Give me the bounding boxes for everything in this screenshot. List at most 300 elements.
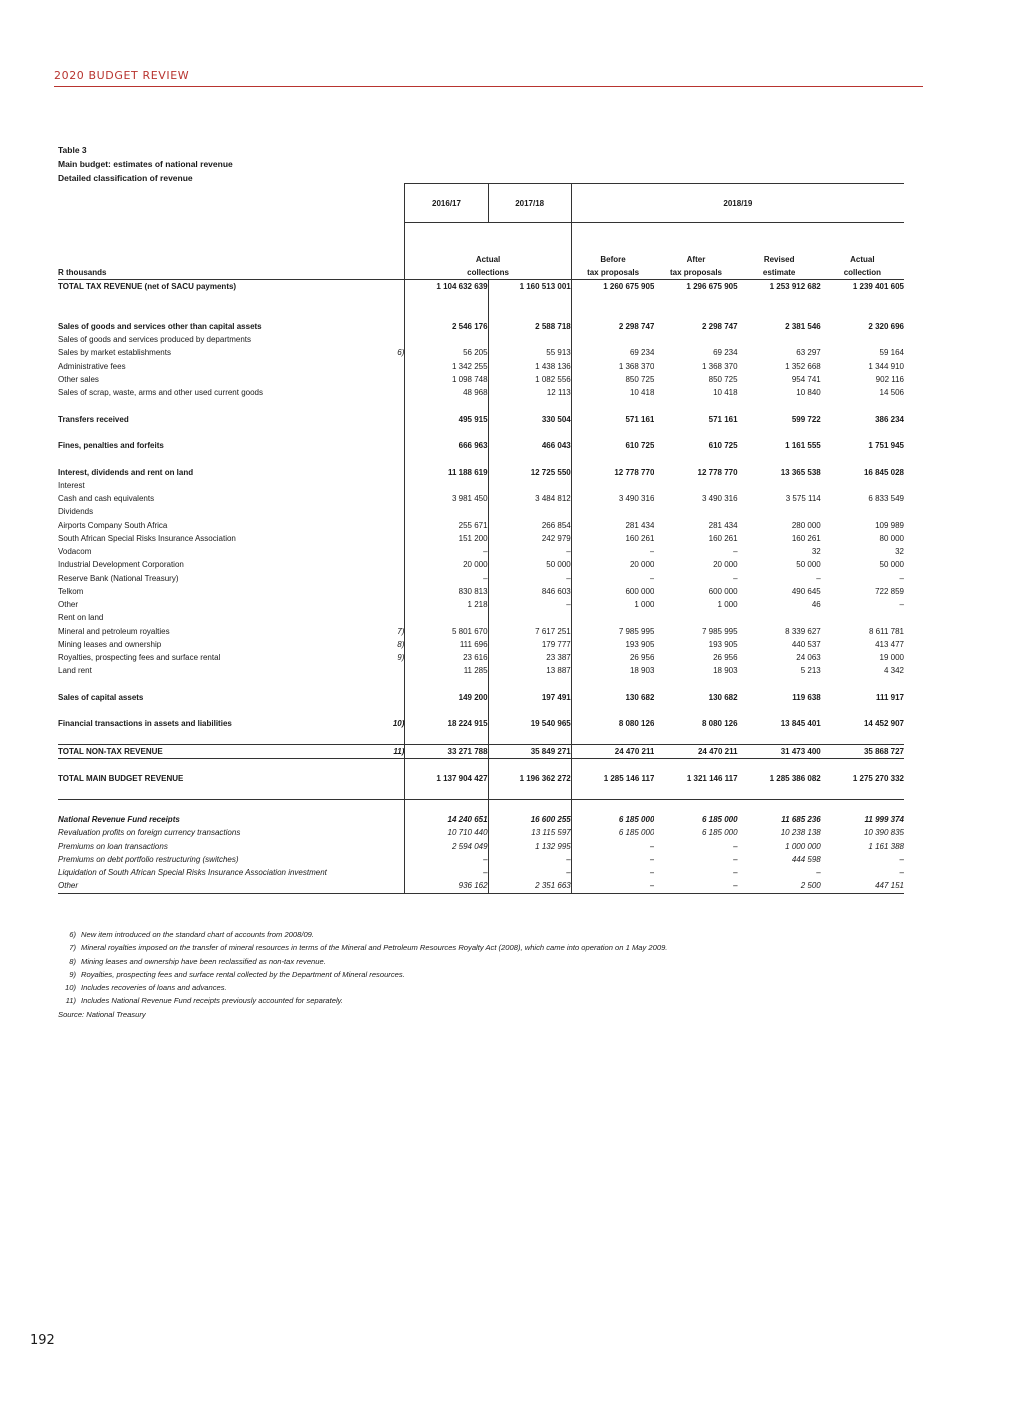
footnote-number: 10) (65, 983, 76, 992)
value-cell: 386 234 (875, 414, 904, 424)
year-header-row (58, 184, 904, 223)
value-cell: 2 500 (738, 879, 821, 893)
table-body (58, 280, 904, 894)
footnote-number: 9) (69, 969, 76, 979)
value-cell: 1 161 555 (785, 441, 821, 451)
value-cell: 19 000 (879, 653, 904, 663)
value-cell: 80 000 (879, 533, 904, 543)
value-cell: 69 234 (713, 348, 738, 358)
row-note (374, 585, 404, 598)
table-row (58, 572, 904, 585)
value-cell: 14 506 (879, 388, 904, 398)
value-cell: – (899, 868, 904, 878)
revenue-table (58, 183, 904, 894)
footnote-number: 8) (69, 956, 76, 966)
footnote-number: 11) (65, 996, 76, 1006)
value-cell: 23 387 (488, 651, 571, 664)
value-cell (738, 505, 821, 518)
spacer-cell (738, 759, 821, 773)
value-cell: 1 275 270 332 (852, 774, 904, 784)
value-cell: 1 751 945 (868, 441, 904, 451)
table-row (58, 479, 904, 492)
column-header-line: collection (843, 268, 882, 277)
value-cell: 130 682 (571, 691, 654, 704)
spacer-row (58, 731, 904, 745)
row-label: Interest (58, 480, 85, 490)
value-cell: – (733, 573, 738, 583)
row-note: 11) (374, 744, 404, 758)
value-cell: 936 162 (405, 879, 488, 893)
spacer-cell (58, 293, 374, 306)
value-cell: 20 000 (405, 558, 488, 571)
spacer-cell (58, 307, 374, 320)
table-row (58, 826, 904, 839)
footnote (58, 968, 667, 981)
spacer-cell (571, 799, 654, 813)
page-header (54, 69, 923, 87)
column-header (738, 223, 821, 280)
value-cell (571, 505, 654, 518)
value-cell: 1 296 675 905 (654, 280, 737, 294)
spacer-row (58, 759, 904, 773)
value-cell: 466 043 (488, 439, 571, 452)
row-note (374, 492, 404, 505)
row-label: Telkom (58, 586, 84, 596)
spacer-cell (738, 799, 821, 813)
value-cell: 1 082 556 (488, 373, 571, 386)
value-cell (738, 611, 821, 624)
spacer-cell (488, 704, 571, 717)
row-label: Sales of goods and services produced by departments (58, 335, 252, 345)
spacer-cell (821, 786, 904, 800)
spacer-cell (571, 704, 654, 717)
value-cell: 50 000 (488, 558, 571, 571)
column-header (405, 223, 571, 280)
table-row (58, 558, 904, 571)
value-cell: 19 540 965 (488, 717, 571, 730)
value-cell: 48 968 (405, 386, 488, 399)
row-note: 7) (397, 626, 405, 636)
value-cell: 7 985 995 (571, 625, 654, 638)
spacer-cell (405, 759, 488, 773)
value-cell: 1 239 401 605 (821, 280, 904, 294)
value-cell: – (816, 573, 821, 583)
row-note (374, 853, 404, 866)
table-row (58, 664, 904, 677)
value-cell: 11 188 619 (405, 466, 488, 479)
row-note (374, 360, 404, 373)
spacer-cell (571, 731, 654, 745)
value-cell: 7 985 995 (701, 626, 738, 636)
spacer-cell (488, 786, 571, 800)
footnote-text: Royalties, prospecting fees and surface rental collected by the Department of Mineral resources. (81, 969, 405, 979)
row-note (374, 320, 404, 333)
column-header-line: Revised (763, 255, 795, 264)
value-cell: 69 234 (571, 346, 654, 359)
value-cell: 610 725 (708, 441, 738, 451)
value-cell: 24 063 (796, 653, 821, 663)
table-number: Table 3 (58, 145, 87, 155)
value-cell: 12 778 770 (697, 467, 738, 477)
row-label: Liquidation of South African Special Risks Insurance Association investment (58, 868, 327, 878)
row-label: Interest, dividends and rent on land (58, 467, 194, 477)
value-cell: 1 000 (571, 598, 654, 611)
value-cell (571, 479, 654, 492)
value-cell: 31 473 400 (738, 744, 821, 758)
value-cell: – (571, 853, 654, 866)
value-cell: 2 298 747 (701, 321, 738, 331)
value-cell (738, 333, 821, 346)
row-label: Sales of scrap, waste, arms and other used current goods (58, 388, 263, 398)
value-cell: – (405, 866, 488, 879)
value-cell (488, 505, 571, 518)
row-note (374, 866, 404, 879)
spacer-cell (821, 704, 904, 717)
table-row (58, 879, 904, 893)
value-cell: 10 418 (713, 388, 738, 398)
value-cell: – (405, 545, 488, 558)
value-cell: 610 725 (571, 439, 654, 452)
value-cell: 281 434 (708, 520, 738, 530)
value-cell (488, 479, 571, 492)
value-cell: 330 504 (488, 413, 571, 426)
table-row (58, 744, 904, 758)
table-row (58, 691, 904, 704)
spacer-cell (58, 731, 374, 745)
value-cell: – (733, 841, 738, 851)
value-cell: 1 260 675 905 (571, 280, 654, 294)
value-cell: 13 887 (488, 664, 571, 677)
spacer-cell (738, 426, 821, 439)
value-cell: 1 253 912 682 (738, 280, 821, 294)
row-label: Dividends (58, 507, 94, 517)
spacer-row (58, 307, 904, 320)
value-cell: 8 080 126 (571, 717, 654, 730)
row-note (374, 558, 404, 571)
row-note: 6) (397, 348, 405, 358)
row-note (374, 545, 404, 558)
value-cell: 13 365 538 (780, 467, 821, 477)
row-label: Cash and cash equivalents (58, 494, 155, 504)
value-cell: – (571, 572, 654, 585)
year-header: 2016/17 (405, 184, 488, 223)
value-cell: 902 116 (875, 374, 904, 384)
table-row (58, 866, 904, 879)
spacer-cell (571, 759, 654, 773)
spacer-cell (654, 786, 737, 800)
table-row (58, 638, 904, 651)
value-cell (405, 333, 488, 346)
value-cell: – (654, 879, 737, 893)
spacer-cell (58, 399, 374, 412)
spacer-cell (488, 307, 571, 320)
value-cell: 6 185 000 (571, 826, 654, 839)
row-label: Other sales (58, 374, 99, 384)
value-cell: 160 261 (791, 533, 821, 543)
row-label: Premiums on loan transactions (58, 841, 168, 851)
value-cell: 11 685 236 (781, 815, 821, 825)
spacer-cell (654, 399, 737, 412)
row-label: Revaluation profits on foreign currency transactions (58, 828, 241, 838)
value-cell: – (488, 598, 571, 611)
spacer-cell (654, 452, 737, 465)
row-note (374, 466, 404, 479)
value-cell: 59 164 (879, 348, 904, 358)
footnote-text: Includes recoveries of loans and advances. (81, 983, 227, 992)
value-cell: 160 261 (571, 532, 654, 545)
row-label: Land rent (58, 666, 92, 676)
value-cell: 130 682 (708, 692, 738, 702)
value-cell: 11 285 (405, 664, 488, 677)
value-cell: – (571, 840, 654, 853)
table-row (58, 439, 904, 452)
table-row (58, 320, 904, 333)
value-cell: 850 725 (708, 374, 738, 384)
value-cell (405, 611, 488, 624)
value-cell (405, 505, 488, 518)
table-row (58, 413, 904, 426)
table-row (58, 651, 904, 664)
value-cell: 46 (811, 600, 821, 610)
table-row (58, 717, 904, 730)
row-note (374, 691, 404, 704)
footnote-text: Mineral royalties imposed on the transfer of mineral resources in terms of the Mineral and Petroleum Resources Royalty Act (2008), which came into operation on 1 May 2009. (81, 943, 668, 953)
value-cell: 280 000 (791, 520, 821, 530)
header-blank (374, 184, 404, 223)
value-cell: 32 (895, 547, 904, 557)
footnote-number: 6) (69, 930, 76, 939)
value-cell (654, 505, 737, 518)
value-cell (571, 333, 654, 346)
spacer-cell (488, 731, 571, 745)
table-row (58, 505, 904, 518)
column-header-line: collections (467, 268, 509, 277)
spacer-cell (405, 452, 488, 465)
column-header (821, 223, 904, 280)
year-header: 2018/19 (571, 184, 904, 223)
spacer-cell (374, 293, 404, 306)
value-cell (571, 611, 654, 624)
source-note: Source: National Treasury (58, 1009, 146, 1019)
value-cell: 850 725 (571, 373, 654, 386)
value-cell: 255 671 (405, 519, 488, 532)
value-cell: 10 390 835 (863, 828, 904, 838)
value-cell: 6 185 000 (571, 813, 654, 826)
spacer-cell (821, 426, 904, 439)
value-cell: 2 381 546 (785, 321, 821, 331)
value-cell: – (899, 854, 904, 864)
table-subtitle: Detailed classification of revenue (58, 173, 193, 183)
value-cell: 26 956 (571, 651, 654, 664)
value-cell: 179 777 (488, 638, 571, 651)
footnote (58, 981, 667, 994)
value-cell: 151 200 (405, 532, 488, 545)
value-cell: 24 470 211 (571, 744, 654, 758)
value-cell: 18 224 915 (405, 717, 488, 730)
value-cell: 1 000 (717, 600, 738, 610)
value-cell: 495 915 (405, 413, 488, 426)
value-cell: 10 710 440 (405, 826, 488, 839)
value-cell: 35 868 727 (821, 744, 904, 758)
value-cell (488, 333, 571, 346)
table-row (58, 466, 904, 479)
value-cell: 119 638 (792, 692, 821, 702)
value-cell: – (488, 866, 571, 879)
spacer-cell (654, 731, 737, 745)
value-cell: 3 484 812 (488, 492, 571, 505)
row-note (374, 611, 404, 624)
value-cell: – (899, 573, 904, 583)
value-cell: 1 285 386 082 (769, 774, 821, 784)
value-cell: 111 696 (405, 638, 488, 651)
page-number: 192 (30, 1333, 55, 1348)
footnote-number: 7) (69, 943, 76, 953)
value-cell: 1 161 388 (868, 841, 904, 851)
row-note: 9) (397, 653, 405, 663)
value-cell: 1 352 668 (785, 361, 821, 371)
value-cell: 16 845 028 (863, 467, 904, 477)
value-cell: 571 161 (571, 413, 654, 426)
spacer-row (58, 426, 904, 439)
column-header-line: After (686, 255, 706, 264)
spacer-cell (821, 759, 904, 773)
spacer-cell (405, 786, 488, 800)
row-label: National Revenue Fund receipts (58, 815, 180, 825)
footnote-text: Includes National Revenue Fund receipts previously accounted for separately. (81, 996, 343, 1006)
row-label: Transfers received (58, 414, 129, 424)
spacer-row (58, 293, 904, 306)
value-cell: 16 600 255 (488, 813, 571, 826)
table-row (58, 386, 904, 399)
table-row (58, 545, 904, 558)
spacer-cell (738, 678, 821, 691)
row-note (374, 664, 404, 677)
spacer-cell (488, 452, 571, 465)
row-note (374, 840, 404, 853)
spacer-cell (405, 426, 488, 439)
row-label: Sales of goods and services other than capital assets (58, 321, 262, 331)
table-row (58, 532, 904, 545)
value-cell: 666 963 (405, 439, 488, 452)
spacer-cell (405, 399, 488, 412)
spacer-cell (58, 452, 374, 465)
value-cell: 20 000 (713, 560, 738, 570)
table-row (58, 853, 904, 866)
value-cell: – (733, 854, 738, 864)
spacer-cell (571, 452, 654, 465)
spacer-cell (738, 704, 821, 717)
value-cell: 2 546 176 (405, 320, 488, 333)
value-cell: 8 339 627 (785, 626, 821, 636)
value-cell: 444 598 (791, 854, 821, 864)
spacer-cell (488, 759, 571, 773)
table-row (58, 772, 904, 785)
table-row (58, 611, 904, 624)
value-cell: 3 490 316 (701, 494, 738, 504)
row-note (374, 413, 404, 426)
table-row (58, 625, 904, 638)
row-note (374, 826, 404, 839)
row-label: Industrial Development Corporation (58, 560, 184, 570)
table-captions (58, 143, 233, 185)
column-header-row (58, 223, 904, 280)
value-cell: 440 537 (791, 639, 821, 649)
value-cell: 18 903 (713, 666, 738, 676)
value-cell: – (405, 853, 488, 866)
spacer-cell (738, 293, 821, 306)
column-header-line: tax proposals (669, 268, 722, 277)
row-note (374, 772, 404, 785)
footnote (58, 941, 667, 954)
value-cell: 55 913 (488, 346, 571, 359)
value-cell (821, 333, 904, 346)
row-label: Royalties, prospecting fees and surface rental (58, 653, 221, 663)
value-cell: 490 645 (791, 586, 821, 596)
row-note (374, 505, 404, 518)
value-cell: 6 185 000 (701, 828, 738, 838)
value-cell: 109 989 (875, 520, 904, 530)
value-cell: 63 297 (796, 348, 821, 358)
value-cell: 13 115 597 (488, 826, 571, 839)
row-label: Airports Company South Africa (58, 520, 168, 530)
spacer-cell (654, 678, 737, 691)
spacer-cell (488, 293, 571, 306)
value-cell: 193 905 (571, 638, 654, 651)
value-cell: 56 205 (405, 346, 488, 359)
row-note (374, 479, 404, 492)
row-label: Sales by market establishments (58, 348, 171, 358)
value-cell: – (733, 547, 738, 557)
spacer-cell (374, 399, 404, 412)
row-label: Sales of capital assets (58, 692, 144, 702)
unit-label: R thousands (58, 268, 107, 277)
value-cell: 242 979 (488, 532, 571, 545)
value-cell: 1 285 146 117 (571, 772, 654, 785)
value-cell: 1 098 748 (405, 373, 488, 386)
row-note: 8) (397, 639, 405, 649)
value-cell: 599 722 (791, 414, 821, 424)
value-cell: 846 603 (488, 585, 571, 598)
value-cell: 1 218 (405, 598, 488, 611)
value-cell: 2 298 747 (571, 320, 654, 333)
value-cell: 10 238 138 (780, 828, 821, 838)
value-cell: 1 104 632 639 (405, 280, 488, 294)
spacer-cell (738, 399, 821, 412)
value-cell: 149 200 (405, 691, 488, 704)
spacer-cell (488, 426, 571, 439)
row-note (374, 280, 404, 294)
value-cell: – (816, 868, 821, 878)
value-cell (821, 505, 904, 518)
spacer-cell (405, 678, 488, 691)
spacer-cell (405, 307, 488, 320)
value-cell: 10 418 (571, 386, 654, 399)
value-cell: – (571, 866, 654, 879)
row-note (374, 598, 404, 611)
value-cell: 1 160 513 001 (488, 280, 571, 294)
value-cell: – (571, 879, 654, 893)
header-blank (374, 223, 404, 280)
value-cell: 2 594 049 (405, 840, 488, 853)
spacer-cell (654, 426, 737, 439)
value-cell: 193 905 (708, 639, 738, 649)
footnote (58, 994, 667, 1007)
year-header: 2017/18 (488, 184, 571, 223)
row-note (374, 333, 404, 346)
spacer-cell (571, 293, 654, 306)
column-header-line: estimate (762, 268, 796, 277)
value-cell: – (899, 600, 904, 610)
